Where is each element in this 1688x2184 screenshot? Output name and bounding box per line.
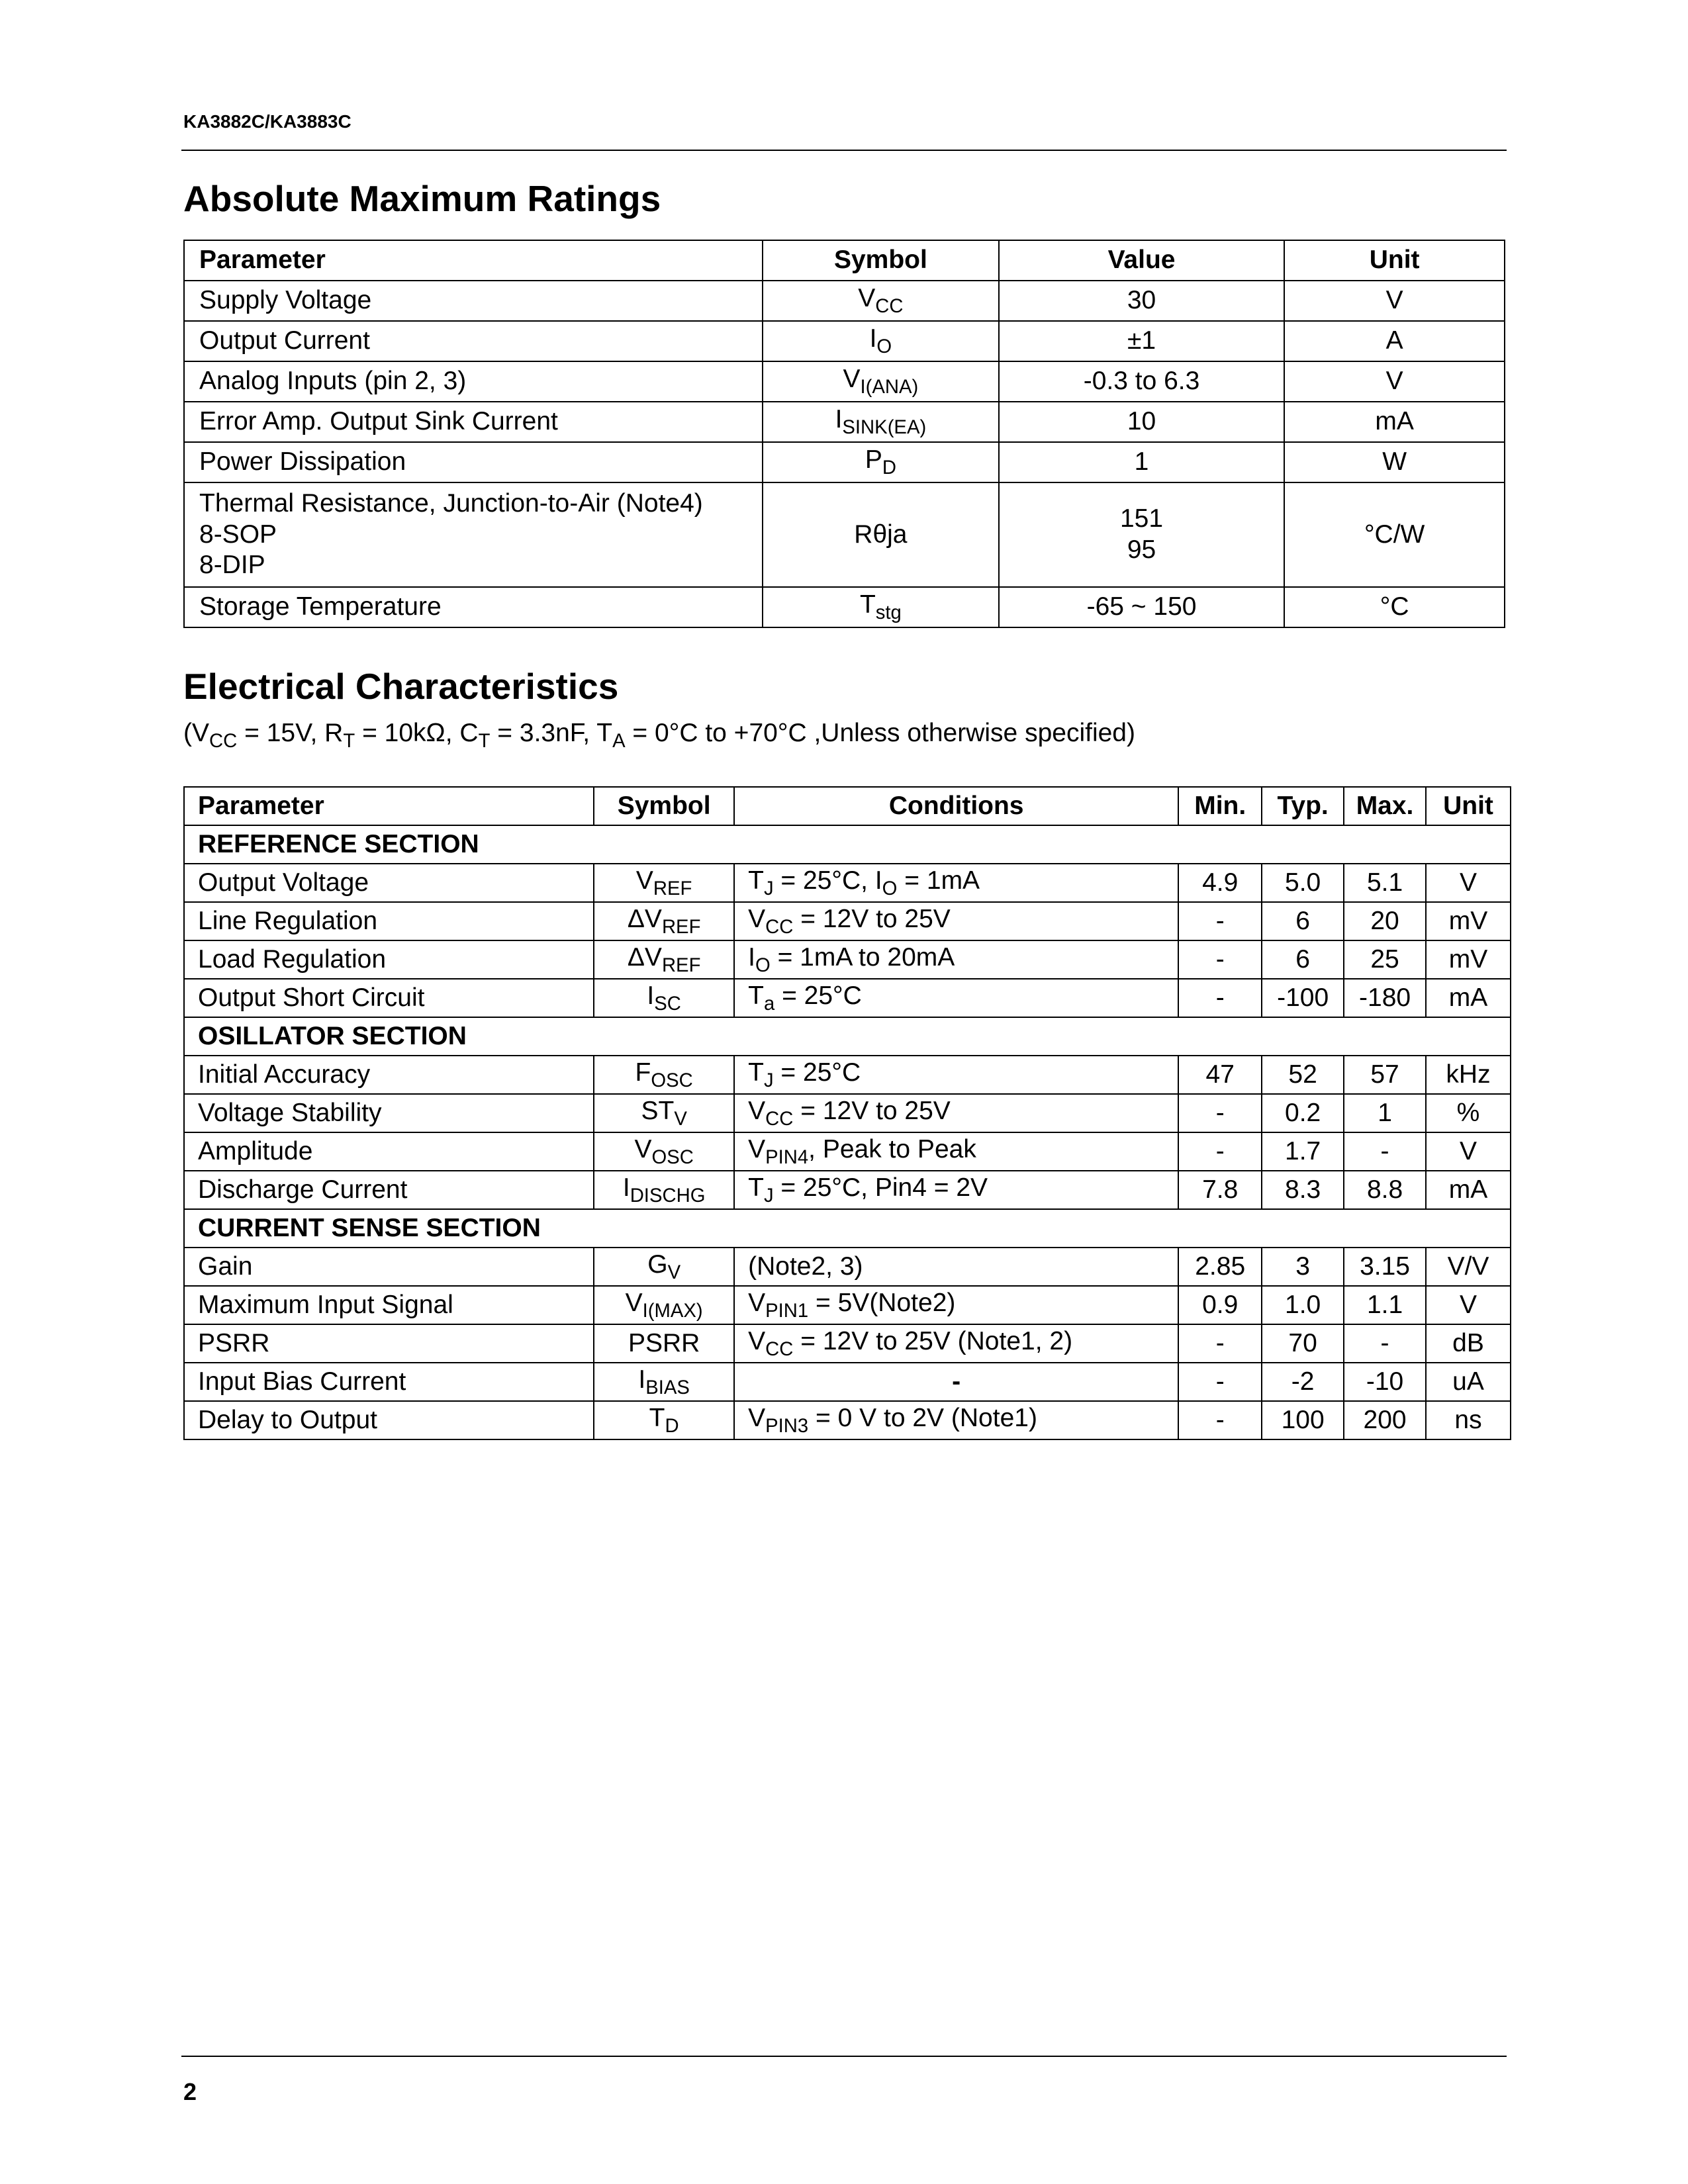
section-row	[184, 1017, 1511, 1056]
table-row	[184, 482, 1505, 587]
col-header-unit: Unit	[1284, 240, 1505, 281]
symbol-cell: $\Delta V_{REF}$	[594, 902, 734, 940]
parameter-cell: Storage Temperature	[184, 587, 763, 627]
symbol-cell: $V_{I(ANA)}$	[763, 361, 999, 402]
absolute-maximum-ratings-table	[183, 240, 1505, 628]
table-row	[184, 281, 1505, 321]
value-cell: 30	[999, 281, 1285, 321]
page-number: 2	[183, 2078, 197, 2105]
col-header-parameter: Parameter	[184, 787, 594, 825]
typ-cell: 0.2	[1262, 1094, 1344, 1132]
amr-title: Absolute Maximum Ratings	[183, 178, 661, 219]
conditions-cell: $T_J = 25^\circ C$, $I_O = 1mA$	[734, 864, 1178, 902]
symbol-cell: $\Delta V_{REF}$	[594, 940, 734, 979]
parameter-cell: Error Amp. Output Sink Current	[184, 402, 763, 442]
max-cell: -10	[1344, 1363, 1426, 1401]
conditions-cell: $T_J = 25^\circ C$, Pin4 = 2V	[734, 1171, 1178, 1209]
symbol-cell: $V_{REF}$	[594, 864, 734, 902]
section-row	[184, 825, 1511, 864]
typ-cell: -100	[1262, 979, 1344, 1017]
col-header-max: Max.	[1344, 787, 1426, 825]
unit-cell: mA	[1426, 979, 1511, 1017]
min-cell: -	[1178, 1401, 1262, 1439]
symbol-cell: $T_D$	[594, 1401, 734, 1439]
min-cell: -	[1178, 940, 1262, 979]
header-rule	[181, 150, 1507, 151]
unit-cell: V	[1284, 361, 1505, 402]
table-row	[184, 587, 1505, 627]
symbol-cell: PSRR	[594, 1324, 734, 1363]
min-cell: -	[1178, 1094, 1262, 1132]
unit-cell: mV	[1426, 902, 1511, 940]
table-row	[184, 442, 1505, 482]
value-cell: 151 95	[999, 482, 1285, 587]
unit-cell: V/V	[1426, 1248, 1511, 1286]
symbol-cell: $P_D$	[763, 442, 999, 482]
table-row	[184, 361, 1505, 402]
section-oscillator: OSILLATOR SECTION	[184, 1017, 1511, 1056]
parameter-cell: Discharge Current	[184, 1171, 594, 1209]
typ-cell: 52	[1262, 1056, 1344, 1094]
symbol-cell: $T_{stg}$	[763, 587, 999, 627]
parameter-cell: Power Dissipation	[184, 442, 763, 482]
max-cell: 25	[1344, 940, 1426, 979]
conditions-cell: $V_{PIN1}$ = 5V(Note2)	[734, 1286, 1178, 1324]
unit-cell: °C/W	[1284, 482, 1505, 587]
col-header-symbol: Symbol	[594, 787, 734, 825]
min-cell: -	[1178, 979, 1262, 1017]
max-cell: -	[1344, 1324, 1426, 1363]
min-cell: -	[1178, 1363, 1262, 1401]
symbol-cell: $V_{CC}$	[763, 281, 999, 321]
ec-title: Electrical Characteristics	[183, 666, 619, 707]
unit-cell: V	[1426, 1132, 1511, 1171]
typ-cell: 3	[1262, 1248, 1344, 1286]
table-row	[184, 402, 1505, 442]
unit-cell: ns	[1426, 1401, 1511, 1439]
max-cell: 1	[1344, 1094, 1426, 1132]
table-row	[184, 864, 1511, 902]
typ-cell: 70	[1262, 1324, 1344, 1363]
col-header-conditions: Conditions	[734, 787, 1178, 825]
unit-cell: mA	[1426, 1171, 1511, 1209]
col-header-parameter: Parameter	[184, 240, 763, 281]
max-cell: -180	[1344, 979, 1426, 1017]
symbol-cell: $ST_V$	[594, 1094, 734, 1132]
section-current-sense: CURRENT SENSE SECTION	[184, 1209, 1511, 1248]
conditions-cell: -	[734, 1363, 1178, 1401]
typ-cell: 6	[1262, 902, 1344, 940]
table-row	[184, 1401, 1511, 1439]
max-cell: 57	[1344, 1056, 1426, 1094]
typ-cell: 8.3	[1262, 1171, 1344, 1209]
conditions-cell: (Note2, 3)	[734, 1248, 1178, 1286]
col-header-value: Value	[999, 240, 1285, 281]
min-cell: 7.8	[1178, 1171, 1262, 1209]
min-cell: -	[1178, 902, 1262, 940]
parameter-cell: Output Voltage	[184, 864, 594, 902]
unit-cell: kHz	[1426, 1056, 1511, 1094]
unit-cell: °C	[1284, 587, 1505, 627]
unit-cell: V	[1284, 281, 1505, 321]
parameter-cell: Line Regulation	[184, 902, 594, 940]
min-cell: -	[1178, 1324, 1262, 1363]
unit-cell: mA	[1284, 402, 1505, 442]
table-row	[184, 979, 1511, 1017]
table-row	[184, 1248, 1511, 1286]
min-cell: 2.85	[1178, 1248, 1262, 1286]
symbol-cell: $I_{SC}$	[594, 979, 734, 1017]
parameter-cell: Amplitude	[184, 1132, 594, 1171]
typ-cell: 1.0	[1262, 1286, 1344, 1324]
unit-cell: V	[1426, 864, 1511, 902]
value-cell: -0.3 to 6.3	[999, 361, 1285, 402]
typ-cell: 5.0	[1262, 864, 1344, 902]
table-header-row	[184, 787, 1511, 825]
conditions-cell: $I_O = 1mA$ to 20mA	[734, 940, 1178, 979]
parameter-cell: Voltage Stability	[184, 1094, 594, 1132]
typ-cell: 1.7	[1262, 1132, 1344, 1171]
max-cell: 3.15	[1344, 1248, 1426, 1286]
col-header-min: Min.	[1178, 787, 1262, 825]
parameter-cell: Analog Inputs (pin 2, 3)	[184, 361, 763, 402]
parameter-cell: Thermal Resistance, Junction-to-Air (Note4) 8-SOP 8-DIP	[184, 482, 763, 587]
parameter-cell: Input Bias Current	[184, 1363, 594, 1401]
max-cell: 20	[1344, 902, 1426, 940]
parameter-cell: Gain	[184, 1248, 594, 1286]
typ-cell: 100	[1262, 1401, 1344, 1439]
symbol-cell: $F_{OSC}$	[594, 1056, 734, 1094]
parameter-cell: Output Current	[184, 321, 763, 361]
conditions-cell: $T_a = 25^\circ C$	[734, 979, 1178, 1017]
col-header-symbol: Symbol	[763, 240, 999, 281]
symbol-cell: $V_{I(MAX)}$	[594, 1286, 734, 1324]
max-cell: -	[1344, 1132, 1426, 1171]
min-cell: 47	[1178, 1056, 1262, 1094]
typ-cell: 6	[1262, 940, 1344, 979]
value-cell: ±1	[999, 321, 1285, 361]
parameter-cell: Maximum Input Signal	[184, 1286, 594, 1324]
parameter-cell: Load Regulation	[184, 940, 594, 979]
value-cell: -65 ~ 150	[999, 587, 1285, 627]
table-row	[184, 1132, 1511, 1171]
table-row	[184, 1094, 1511, 1132]
ec-conditions: ($V_{CC} = 15V$, $R_T = 10k\Omega$, $C_T = 3.3nF$, $T_A = 0^\circ C$ to +70°C ,Unless otherwise specified)	[183, 719, 1135, 752]
table-row	[184, 940, 1511, 979]
table-row	[184, 321, 1505, 361]
parameter-cell: PSRR	[184, 1324, 594, 1363]
max-cell: 200	[1344, 1401, 1426, 1439]
typ-cell: -2	[1262, 1363, 1344, 1401]
conditions-cell: $T_J = 25^\circ C$	[734, 1056, 1178, 1094]
max-cell: 8.8	[1344, 1171, 1426, 1209]
table-row	[184, 1324, 1511, 1363]
parameter-cell: Delay to Output	[184, 1401, 594, 1439]
conditions-cell: $V_{PIN4}$, Peak to Peak	[734, 1132, 1178, 1171]
symbol-cell: $I_{SINK(EA)}$	[763, 402, 999, 442]
table-row	[184, 1286, 1511, 1324]
document-header: KA3882C/KA3883C	[183, 111, 352, 132]
value-cell: 1	[999, 442, 1285, 482]
unit-cell: mV	[1426, 940, 1511, 979]
table-row	[184, 1363, 1511, 1401]
col-header-unit: Unit	[1426, 787, 1511, 825]
footer-rule	[181, 2056, 1507, 2057]
parameter-cell: Initial Accuracy	[184, 1056, 594, 1094]
table-header-row	[184, 240, 1505, 281]
min-cell: -	[1178, 1132, 1262, 1171]
conditions-cell: $V_{CC} = 12V$ to 25V (Note1, 2)	[734, 1324, 1178, 1363]
symbol-cell: Rθja	[763, 482, 999, 587]
symbol-cell: $I_{BIAS}$	[594, 1363, 734, 1401]
unit-cell: A	[1284, 321, 1505, 361]
table-row	[184, 1056, 1511, 1094]
conditions-cell: $V_{CC} = 12V$ to 25V	[734, 1094, 1178, 1132]
symbol-cell: $V_{OSC}$	[594, 1132, 734, 1171]
unit-cell: uA	[1426, 1363, 1511, 1401]
parameter-cell: Supply Voltage	[184, 281, 763, 321]
symbol-cell: $I_O$	[763, 321, 999, 361]
max-cell: 5.1	[1344, 864, 1426, 902]
symbol-cell: $I_{DISCHG}$	[594, 1171, 734, 1209]
section-reference: REFERENCE SECTION	[184, 825, 1511, 864]
symbol-cell: $G_V$	[594, 1248, 734, 1286]
min-cell: 0.9	[1178, 1286, 1262, 1324]
value-cell: 10	[999, 402, 1285, 442]
unit-cell: dB	[1426, 1324, 1511, 1363]
electrical-characteristics-table	[183, 786, 1511, 1440]
conditions-cell: $V_{CC} = 12V$ to 25V	[734, 902, 1178, 940]
col-header-typ: Typ.	[1262, 787, 1344, 825]
table-row	[184, 902, 1511, 940]
max-cell: 1.1	[1344, 1286, 1426, 1324]
conditions-cell: $V_{PIN3} = 0$ V to 2V (Note1)	[734, 1401, 1178, 1439]
unit-cell: %	[1426, 1094, 1511, 1132]
unit-cell: W	[1284, 442, 1505, 482]
section-row	[184, 1209, 1511, 1248]
table-row	[184, 1171, 1511, 1209]
min-cell: 4.9	[1178, 864, 1262, 902]
unit-cell: V	[1426, 1286, 1511, 1324]
parameter-cell: Output Short Circuit	[184, 979, 594, 1017]
